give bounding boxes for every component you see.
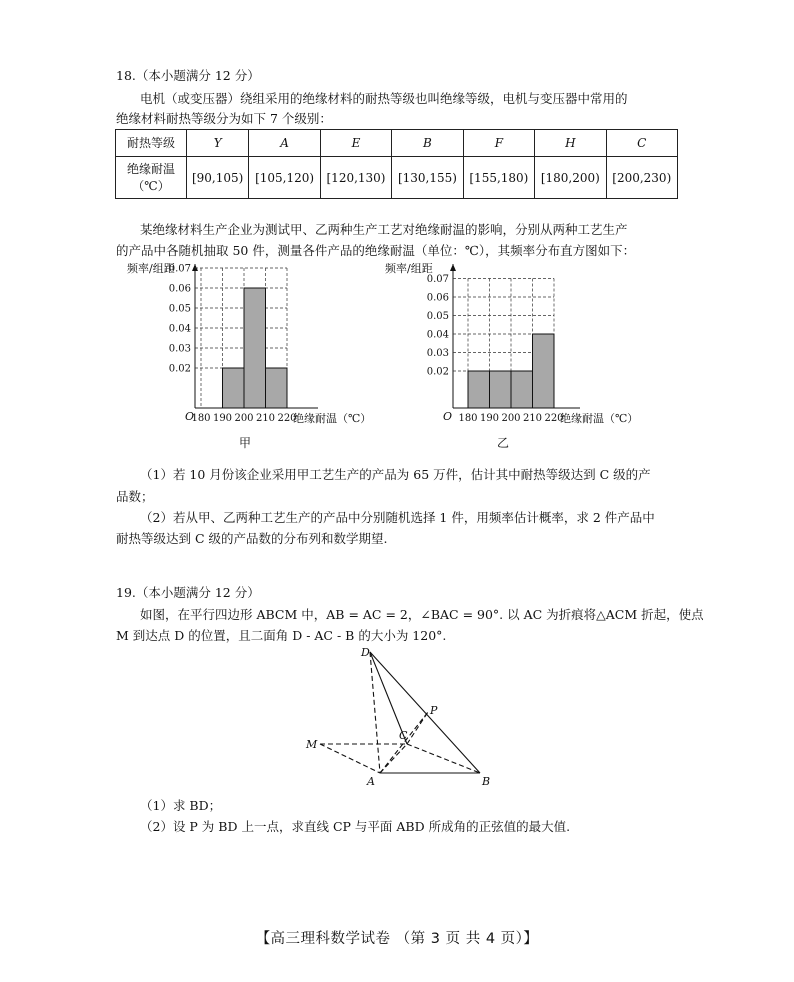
- range-cell: [90,105): [187, 157, 249, 199]
- label-M: M: [306, 738, 318, 751]
- range-cell: [200,230): [606, 157, 677, 199]
- edge-CB: [407, 744, 480, 773]
- x-tick-label: 200: [234, 413, 254, 424]
- histogram-jia: [120, 258, 420, 458]
- histogram-bar: [511, 371, 533, 408]
- y-tick-label: 0.03: [426, 348, 449, 359]
- histogram-bar: [266, 368, 288, 408]
- q18-para-line1: 某绝缘材料生产企业为测试甲、乙两种生产工艺对绝缘耐温的影响，分别从两种工艺生产: [140, 222, 628, 237]
- histogram-bar: [468, 371, 490, 408]
- y-tick-label: 0.04: [426, 329, 449, 341]
- range-cell: [130,155): [392, 157, 463, 199]
- q18-para-line2: 的产品中各随机抽取 50 件，测量各件产品的绝缘耐温（单位：℃），其频率分布直方图如下：: [116, 243, 636, 258]
- q18-intro-line2: 绝缘材料耐热等级分为如下 7 个级别：: [116, 111, 332, 126]
- x-tick-label: 220: [277, 413, 297, 424]
- x-axis-label: 绝缘耐温（℃）: [293, 412, 372, 425]
- x-tick-label: 190: [212, 413, 233, 424]
- y-tick-label: 0.02: [426, 366, 449, 378]
- y-tick-label: 0.07: [168, 263, 191, 275]
- q19-text-line2: M 到达点 D 的位置，且二面角 D - AC - B 的大小为 120°.: [116, 628, 447, 643]
- q18-part2-line1: （2）若从甲、乙两种工艺生产的产品中分别随机选择 1 件，用频率估计概率，求 2 件产品中: [140, 510, 655, 525]
- y-tick-label: 0.02: [168, 363, 191, 375]
- histogram-bar: [244, 288, 266, 408]
- label-D: D: [361, 646, 370, 659]
- heat-grade-table: [115, 129, 678, 199]
- edge-AC: [380, 744, 407, 773]
- edge-DA: [370, 652, 380, 773]
- label-A: A: [367, 775, 375, 788]
- range-cell: [120,130): [320, 157, 391, 199]
- q18-part1-line2: 品数；: [116, 489, 154, 504]
- histogram-bar: [533, 334, 555, 408]
- q18-part2-line2: 耐热等级达到 C 级的产品数的分布列和数学期望.: [116, 531, 388, 546]
- edge-MA: [320, 744, 380, 773]
- q19-part2: （2）设 P 为 BD 上一点，求直线 CP 与平面 ABD 所成角的正弦值的最大值.: [140, 819, 571, 834]
- geometry-figure: [295, 640, 505, 790]
- grade-cell: C: [606, 130, 677, 157]
- y-tick-label: 0.05: [168, 303, 191, 315]
- edge-AP: [380, 712, 428, 773]
- x-axis-label: 绝缘耐温（℃）: [560, 412, 639, 425]
- page-footer: 【高三理科数学试卷 （第 3 页 共 4 页）】: [255, 931, 539, 947]
- histogram-bar: [490, 371, 512, 408]
- grade-cell: E: [320, 130, 391, 157]
- q18-intro-line1: 电机（或变压器）绕组采用的绝缘材料的耐热等级也叫绝缘等级，电机与变压器中常用的: [140, 91, 628, 106]
- label-P: P: [430, 704, 438, 717]
- x-tick-label: 210: [522, 413, 543, 424]
- y-axis-label: 频率/组距: [127, 262, 175, 275]
- grade-cell: Y: [187, 130, 249, 157]
- y-tick-label: 0.06: [426, 292, 449, 304]
- x-tick-label: 200: [501, 413, 521, 424]
- grade-cell: B: [392, 130, 463, 157]
- y-tick-label: 0.06: [168, 283, 191, 295]
- origin-label: O: [443, 410, 453, 423]
- label-C: C: [399, 729, 408, 742]
- q18-header: 18.（本小题满分 12 分）: [116, 68, 260, 83]
- q18-part1-line1: （1）若 10 月份该企业采用甲工艺生产的产品为 65 万件，估计其中耐热等级达到 C 级的产: [140, 467, 651, 482]
- x-tick-label: 180: [458, 413, 478, 424]
- y-axis-arrow: [192, 264, 198, 271]
- grade-cell: H: [535, 130, 606, 157]
- range-cell: [105,120): [249, 157, 320, 199]
- grade-cell: F: [463, 130, 534, 157]
- y-tick-label: 0.07: [426, 274, 449, 285]
- chart-caption: 乙: [496, 436, 510, 450]
- origin-label: O: [185, 410, 195, 423]
- y-tick-label: 0.05: [426, 311, 449, 322]
- range-cell: [155,180): [463, 157, 534, 199]
- q19-text-line1: 如图，在平行四边形 ABCM 中，AB = AC = 2，∠BAC = 90°. 以 AC 为折痕将△ACM 折起，使点: [140, 607, 704, 622]
- y-tick-label: 0.03: [168, 343, 191, 355]
- label-B: B: [482, 775, 491, 788]
- x-tick-label: 180: [191, 413, 211, 424]
- chart-caption: 甲: [238, 436, 252, 450]
- range-cell: [180,200): [535, 157, 606, 199]
- q19-part1: （1）求 BD；: [140, 798, 222, 813]
- grade-cell: A: [249, 130, 320, 157]
- grade-row-header: 耐热等级: [116, 130, 187, 157]
- edge-DB: [370, 652, 480, 773]
- y-axis-label: 频率/组距: [385, 262, 433, 275]
- q19-header: 19.（本小题满分 12 分）: [116, 585, 260, 600]
- x-tick-label: 190: [479, 413, 500, 424]
- x-tick-label: 220: [544, 413, 564, 424]
- y-axis-arrow: [450, 264, 456, 271]
- histogram-yi: [380, 258, 680, 458]
- range-row: [116, 157, 678, 199]
- range-row-header: 绝缘耐温 （℃）: [116, 157, 187, 199]
- grade-row: [116, 130, 678, 157]
- y-tick-label: 0.04: [168, 323, 191, 335]
- histogram-bar: [223, 368, 245, 408]
- x-tick-label: 210: [255, 413, 276, 424]
- edge-CP: [407, 712, 428, 744]
